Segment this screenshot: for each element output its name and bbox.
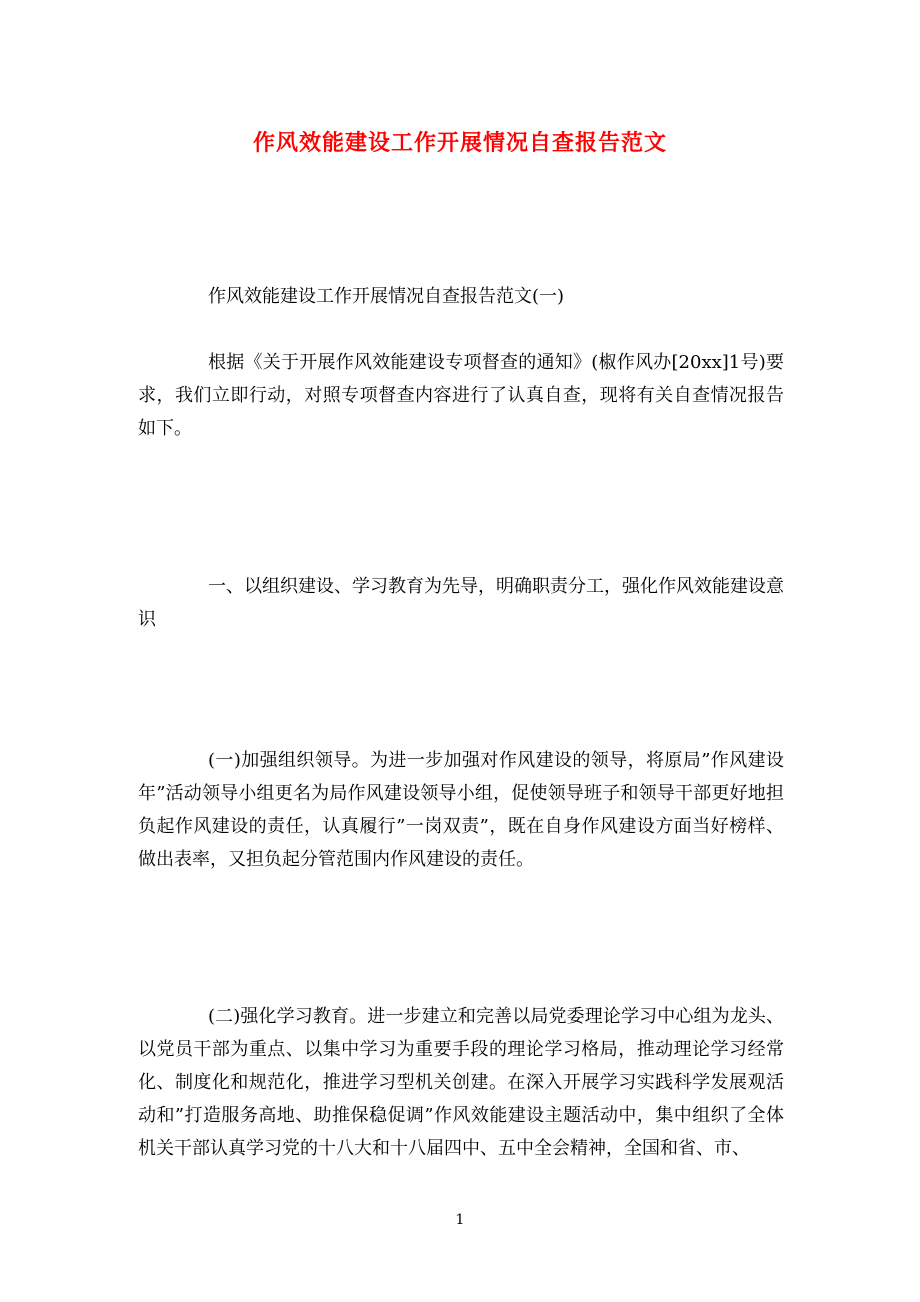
paragraph-subtitle: 作风效能建设工作开展情况自查报告范文(一) <box>208 286 565 307</box>
page-number: 1 <box>455 1212 465 1228</box>
paragraph-organization: (一)加强组织领导。为进一步加强对作风建设的领导，将原局”作风建设年”活动领导小组更名为局作风建设领导小组，促使领导班子和领导干部更好地担负起作风建设的责任，认真履行”一岗双责”，既在自身作风建设方面当好榜样、做出表率，又担负起分管范围内作风建设的责任。 <box>138 750 784 870</box>
paragraph-section-heading: 一、以组织建设、学习教育为先导，明确职责分工，强化作风效能建设意识 <box>138 576 784 630</box>
paragraph-intro: 根据《关于开展作风效能建设专项督查的通知》(椒作风办[20xx]1号)要求，我们立即行动，对照专项督查内容进行了认真自查，现将有关自查情况报告如下。 <box>138 352 784 439</box>
paragraph-study-education: (二)强化学习教育。进一步建立和完善以局党委理论学习中心组为龙头、以党员干部为重点、以集中学习为重要手段的理论学习格局，推动理论学习经常化、制度化和规范化，推进学习型机关创建。在深入开展学习实践科学发展观活动和”打造服务高地、助推保稳促调”作风效能建设主题活动中，集中组织了全体机关干部认真学习党的十八大和十八届四中、五中全会精神，全国和省、市、 <box>138 1006 784 1159</box>
document-title: 作风效能建设工作开展情况自查报告范文 <box>252 130 667 156</box>
